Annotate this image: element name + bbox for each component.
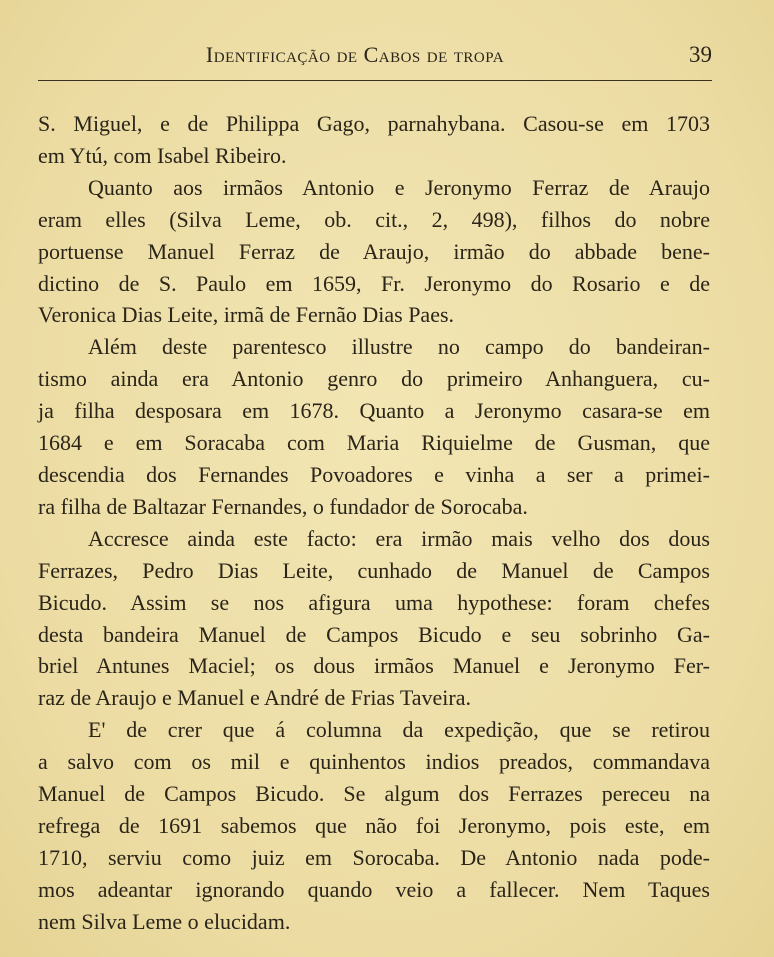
- text-line: a salvo com os mil e quinhentos indios preados, commandava: [38, 749, 710, 775]
- text-line: briel Antunes Maciel; os dous irmãos Manuel e Jeronymo Fer-: [38, 653, 710, 679]
- text-line: 1710, serviu como juiz em Sorocaba. De Antonio nada pode-: [38, 844, 710, 870]
- text-line: Quanto aos irmãos Antonio e Jeronymo Ferraz de Araujo: [88, 174, 710, 200]
- text-line: eram elles (Silva Leme, ob. cit., 2, 498), filhos do nobre: [38, 206, 710, 232]
- text-line: E' de crer que á columna da expedição, que se retirou: [88, 717, 710, 743]
- text-line: Veronica Dias Leite, irmã de Fernão Dias Paes.: [38, 302, 455, 328]
- text-line: tismo ainda era Antonio genro do primeiro Anhanguera, cu-: [38, 366, 710, 392]
- text-line: S. Miguel, e de Philippa Gago, parnahybana. Casou-se em 1703: [38, 111, 710, 136]
- text-line: Manuel de Campos Bicudo. Se algum dos Ferrazes pereceu na: [38, 781, 710, 807]
- text-line: descendia dos Fernandes Povoadores e vinha a ser a primei-: [38, 461, 710, 487]
- text-line: Accresce ainda este facto: era irmão mais velho dos dous: [88, 525, 710, 551]
- text-line: ra filha de Baltazar Fernandes, o fundador de Sorocaba.: [38, 493, 528, 519]
- header-rule: [38, 80, 712, 81]
- text-line: 1684 e em Soracaba com Maria Riquielme de Gusman, que: [38, 430, 710, 456]
- text-line: ja filha desposara em 1678. Quanto a Jeronymo casara-se em: [38, 398, 710, 424]
- text-line: Bicudo. Assim se nos afigura uma hypothese: foram chefes: [38, 589, 710, 615]
- running-title: Identificação de Cabos de tropa: [205, 42, 505, 67]
- text-line: mos adeantar ignorando quando veio a fallecer. Nem Taques: [38, 876, 710, 902]
- body-text: [38, 108, 710, 938]
- text-line: nem Silva Leme o elucidam.: [38, 908, 291, 934]
- text-line: dictino de S. Paulo em 1659, Fr. Jeronymo do Rosario e de: [38, 270, 710, 296]
- text-line: Além deste parentesco illustre no campo do bandeiran-: [88, 334, 710, 360]
- text-line: desta bandeira Manuel de Campos Bicudo e seu sobrinho Ga-: [38, 621, 710, 647]
- text-line: Ferrazes, Pedro Dias Leite, cunhado de Manuel de Campos: [38, 557, 710, 583]
- text-line: portuense Manuel Ferraz de Araujo, irmão do abbade bene-: [38, 238, 710, 264]
- text-line: em Ytú, com Isabel Ribeiro.: [38, 142, 287, 168]
- text-line: raz de Araujo e Manuel e André de Frias Taveira.: [38, 685, 471, 711]
- page-header: [38, 42, 712, 76]
- text-line: refrega de 1691 sabemos que não foi Jeronymo, pois este, em: [38, 812, 710, 838]
- page-number: 39: [689, 42, 712, 67]
